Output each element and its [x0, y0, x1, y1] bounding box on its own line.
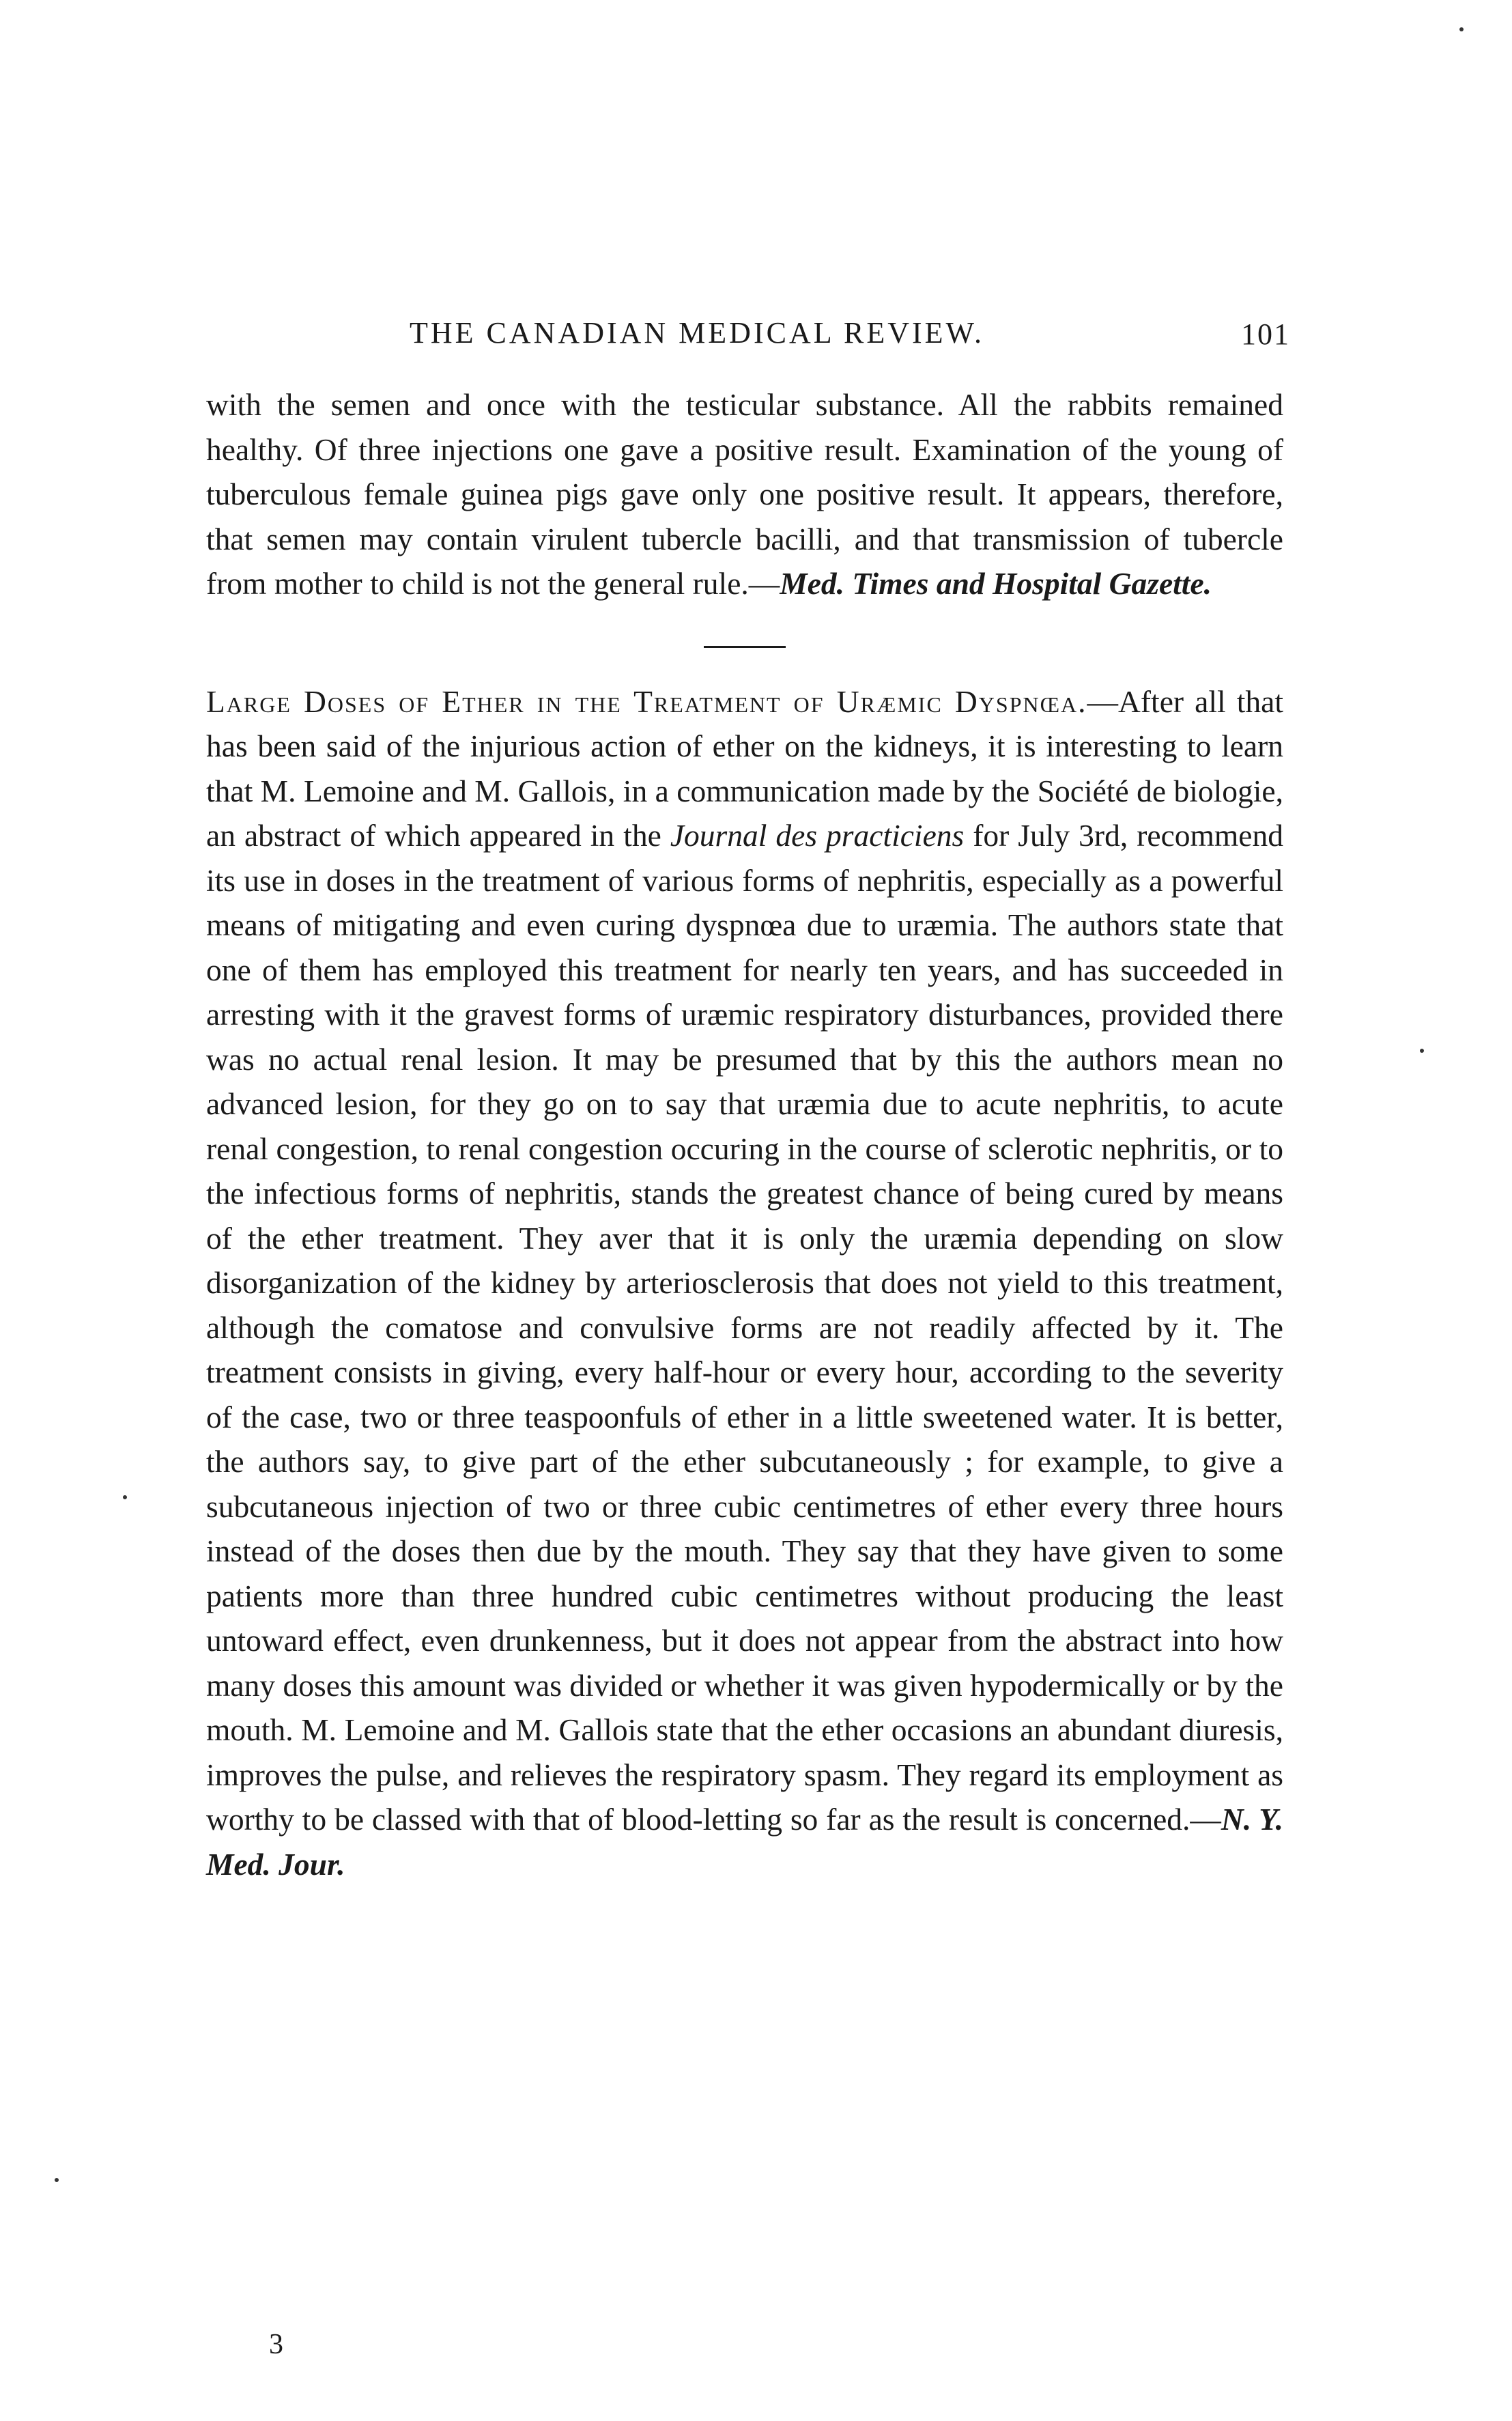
- scan-speck: [55, 2178, 59, 2182]
- signature-mark: 3: [269, 2329, 283, 2360]
- article-source-citation: N. Y. Med. Jour.: [206, 1802, 1284, 1882]
- continued-paragraph-text: with the semen and once with the testicular substance. All the rabbits remained healthy. Of three injections one gave a positive result. Examination of the young of tuberculous female guinea pigs gave only one positive result. It appears, therefore, that semen may contain virulent tubercle bacilli, and that transmission of tubercle from mother to child is not the general rule.—: [206, 387, 1283, 601]
- page-number: 101: [1241, 317, 1290, 351]
- article-heading: Large Doses of Ether in the Treatment of Uræmic Dyspnœa.: [206, 683, 1087, 719]
- article-body: for July 3rd, recommend its use in doses in the treatment of various forms of nephritis, especially as a powerful means of mitigating and even curing dyspnœa due to uræmia. The authors state that one of them has employed this treatment for nearly ten years, and has succeeded in arresting with it the gravest forms of uræmic respiratory disturbances, provided there was no actual renal lesion. It may be presumed that by this the authors mean no advanced lesion, for they go on to say that uræmia due to acute nephritis, to acute renal congestion, to renal congestion occuring in the course of sclerotic nephritis, or to the infectious forms of nephritis, stands the greatest chance of being cured by means of the ether treatment. They aver that it is only the uræmia depending on slow disorganization of the kidney by arteriosclerosis that does not yield to this treatment, although the comatose and convulsive forms are not readily affected by it. The treatment consists in giving, every half-hour or every hour, according to the severity of the case, two or three teaspoonfuls of ether in a little sweetened water. It is better, the authors say, to give part of the ether subcutaneously ; for example, to give a subcutaneous injection of two or three cubic centimetres of ether every three hours instead of the doses then due by the mouth. They say that they have given to some patients more than three hundred cubic centimetres without producing the least untoward effect, even drunkenness, but it does not appear from the abstract into how many doses this amount was divided or whether it was given hypodermically or by the mouth. M. Lemoine and M. Gallois state that the ether occasions an abundant diuresis, improves the pulse, and relieves the respiratory spasm. They regard its employment as worthy to be classed with that of blood-letting so far as the result is concerned.—: [206, 818, 1283, 1837]
- section-divider: [704, 646, 786, 648]
- scan-speck: [1420, 1049, 1424, 1053]
- article-paragraph: [206, 679, 1283, 1887]
- journal-name: Journal des practiciens: [670, 818, 965, 853]
- scan-speck: [1459, 27, 1464, 31]
- continued-paragraph: [206, 382, 1283, 606]
- running-head: [205, 315, 1290, 356]
- scan-speck: [123, 1495, 127, 1499]
- article-intro: —After all that has been said of the injurious action of ether on the kidneys, it is interesting to learn that M. Lemoine and M. Gallois, in a communication made by the Société de biologie, an abstract of which appeared in the: [206, 683, 1283, 853]
- body-text: [206, 382, 1283, 1886]
- journal-title: THE CANADIAN MEDICAL REVIEW.: [410, 316, 984, 350]
- source-citation: Med. Times and Hospital Gazette.: [780, 566, 1212, 601]
